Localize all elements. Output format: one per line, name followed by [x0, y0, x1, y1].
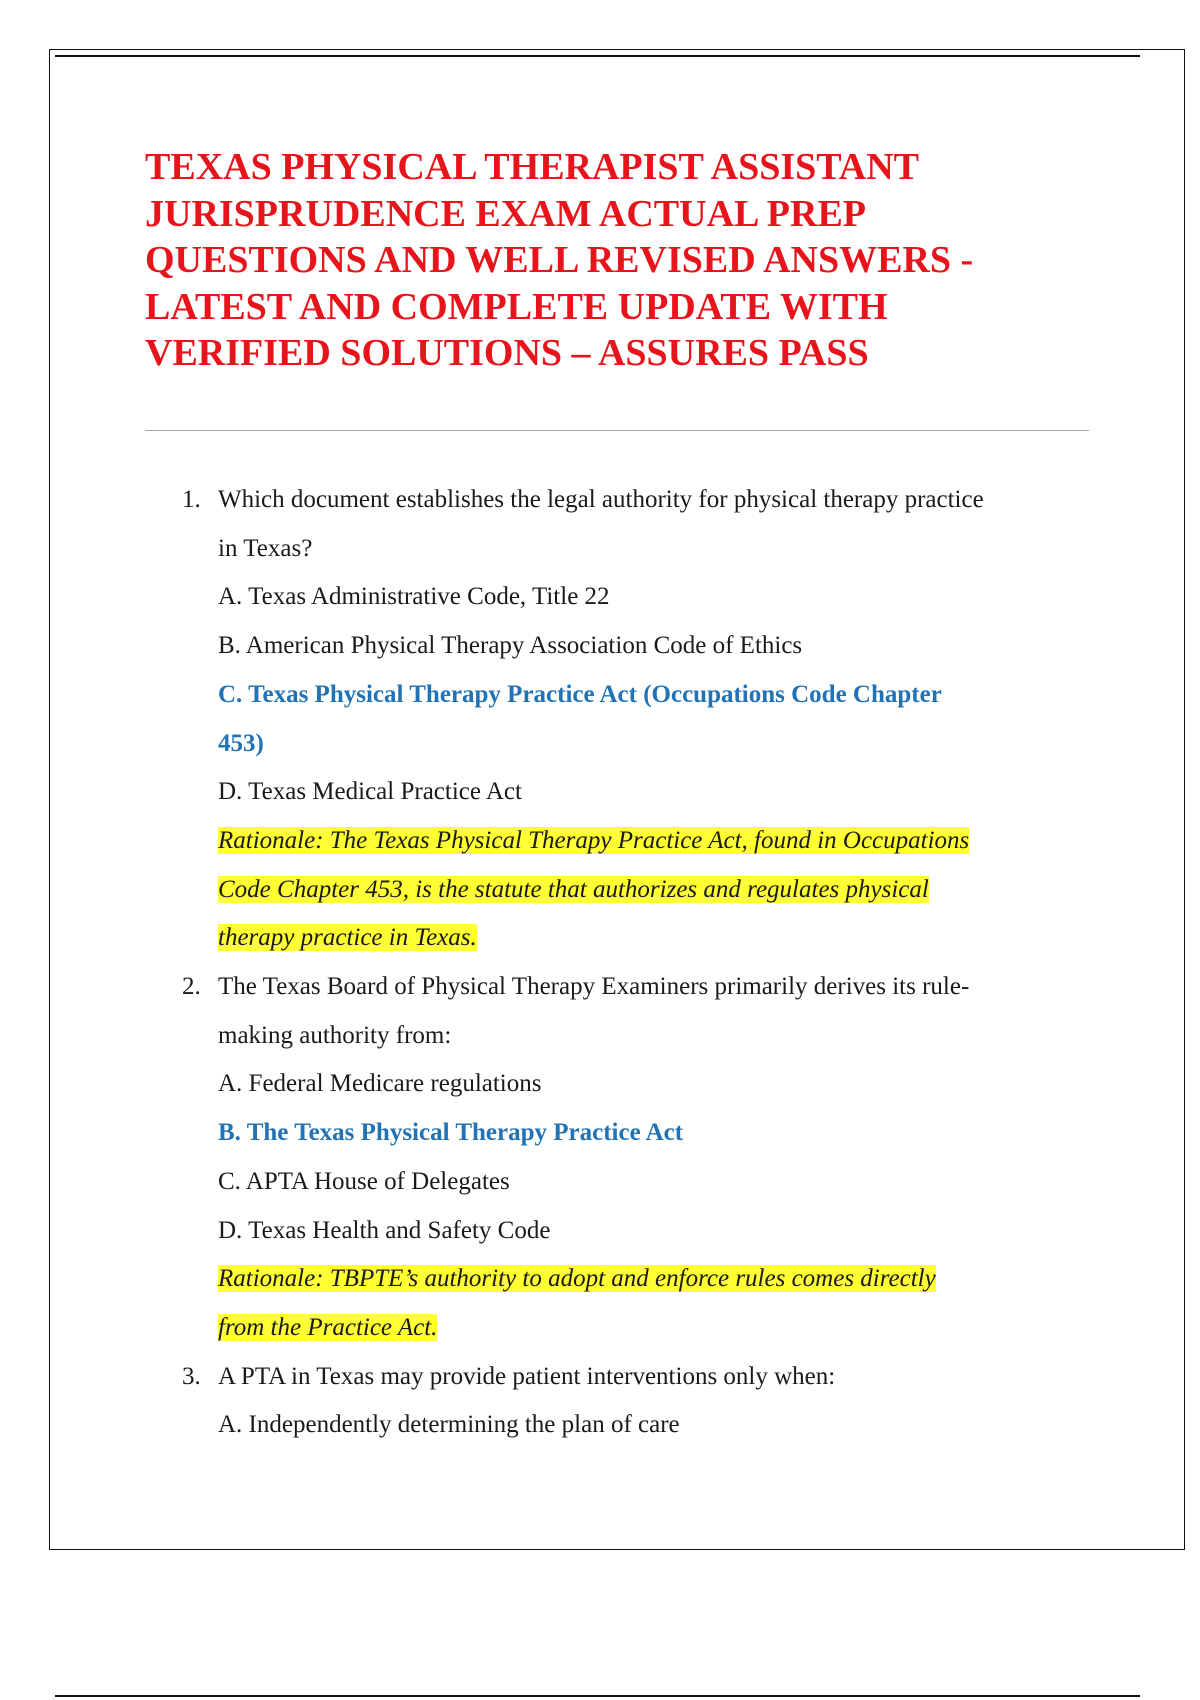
top-rule — [55, 55, 1140, 57]
title-line: VERIFIED SOLUTIONS – ASSURES PASS — [145, 332, 869, 374]
document-title — [145, 144, 1105, 377]
question-1 — [176, 476, 1106, 963]
title-line: QUESTIONS AND WELL REVISED ANSWERS - — [145, 239, 974, 281]
title-divider — [145, 430, 1089, 431]
title-line: TEXAS PHYSICAL THERAPIST ASSISTANT — [145, 146, 920, 188]
question-list — [176, 476, 1106, 1450]
option-a: A. Independently determining the plan of care — [218, 1411, 680, 1439]
rationale-highlight: therapy practice in Texas. — [218, 924, 477, 952]
rationale-highlight: Rationale: The Texas Physical Therapy Practice Act, found in Occupations — [218, 826, 970, 854]
question-number: 3. — [182, 1362, 201, 1390]
question-text — [218, 963, 1106, 1060]
rationale-line — [218, 866, 1106, 915]
option-c: C. APTA House of Delegates — [218, 1167, 510, 1195]
question-text — [218, 476, 1106, 573]
question-text-line: A PTA in Texas may provide patient interventions only when: — [218, 1362, 836, 1390]
question-2 — [176, 963, 1106, 1353]
option-d: D. Texas Health and Safety Code — [218, 1216, 551, 1244]
rationale-line — [218, 914, 1106, 963]
option-b: B. American Physical Therapy Association Code of Ethics — [218, 632, 803, 660]
question-text-line: The Texas Board of Physical Therapy Examiners primarily derives its rule- — [218, 973, 970, 1001]
title-line: LATEST AND COMPLETE UPDATE WITH — [145, 285, 888, 328]
rationale-line — [218, 817, 1106, 866]
question-number: 1. — [182, 486, 201, 513]
option-d: D. Texas Medical Practice Act — [218, 778, 522, 806]
question-text-line: Which document establishes the legal authority for physical therapy practice — [218, 486, 984, 513]
question-number: 2. — [182, 973, 201, 1001]
option-line: C. Texas Physical Therapy Practice Act (Occupations Code Chapter — [218, 680, 942, 708]
rationale-highlight: Code Chapter 453, is the statute that authorizes and regulates physical — [218, 875, 929, 903]
question-text-line: making authority from: — [218, 1021, 452, 1049]
question-3 — [176, 1353, 1106, 1450]
option-a: A. Federal Medicare regulations — [218, 1070, 542, 1098]
question-text — [218, 1353, 1106, 1402]
rationale-line — [218, 1255, 1106, 1304]
option-a: A. Texas Administrative Code, Title 22 — [218, 583, 610, 611]
option-line: 453) — [218, 729, 264, 757]
option-c-correct-answer — [218, 671, 1106, 768]
option-b-correct-answer: B. The Texas Physical Therapy Practice Act — [218, 1119, 684, 1147]
rationale-highlight: Rationale: TBPTE’s authority to adopt and enforce rules comes directly — [218, 1265, 936, 1293]
bottom-rule — [55, 1695, 1140, 1697]
rationale-highlight: from the Practice Act. — [218, 1313, 438, 1341]
question-text-line: in Texas? — [218, 534, 313, 562]
rationale-line — [218, 1304, 1106, 1353]
title-line: JURISPRUDENCE EXAM ACTUAL PREP — [145, 192, 866, 235]
